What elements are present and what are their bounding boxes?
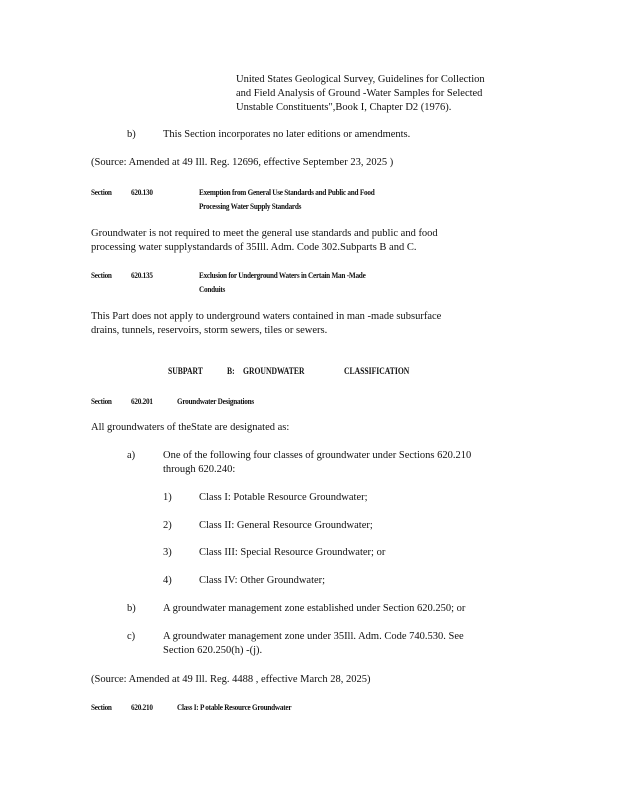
sec-130-title-2: Processing Water Supply Standards (199, 201, 302, 211)
subpart-word-2: CLASSIFICATION (344, 366, 410, 376)
item-b-top-marker: b) (127, 129, 136, 140)
sec-135-title-1: Exclusion for Underground Waters in Certain Man -Made (199, 270, 366, 280)
item-c-line-1: A groundwater management zone under 35Ill. Adm. Code 740.530. See (163, 631, 464, 642)
item-a-line-2: through 620.240: (163, 464, 236, 475)
source-note-1: (Source: Amended at 49 Ill. Reg. 12696, effective September 23, 2025 ) (91, 157, 394, 168)
citation-line-3: Unstable Constituents",Book I, Chapter D2 (1976). (236, 102, 452, 113)
item-c-marker: c) (127, 631, 136, 642)
item-c-line-2: Section 620.250(h) -(j). (163, 645, 263, 656)
class-4-marker: 4) (163, 575, 172, 586)
item-b-top-text: This Section incorporates no later editions or amendments. (163, 129, 411, 140)
sec-201-title: Groundwater Designations (177, 396, 254, 406)
sec-210-label: Section (91, 702, 112, 712)
class-1-text: Class I: Potable Resource Groundwater; (199, 492, 368, 503)
para-130-line-2: processing water supplystandards of 35Ill. Adm. Code 302.Subparts B and C. (91, 242, 417, 253)
class-1-marker: 1) (163, 492, 172, 503)
citation-line-2: and Field Analysis of Ground -Water Samples for Selected (236, 88, 483, 99)
para-135-line-1: This Part does not apply to underground waters contained in man -made subsurface (91, 311, 442, 322)
item-b-text: A groundwater management zone established under Section 620.250; or (163, 603, 466, 614)
sec-135-title-2: Conduits (199, 284, 226, 294)
para-201: All groundwaters of theState are designated as: (91, 422, 290, 433)
sec-130-number: 620.130 (131, 187, 153, 197)
item-a-marker: a) (127, 450, 136, 461)
source-note-2: (Source: Amended at 49 Ill. Reg. 4488 , effective March 28, 2025) (91, 674, 371, 685)
class-2-marker: 2) (163, 520, 172, 531)
sec-135-number: 620.135 (131, 270, 153, 280)
class-3-text: Class III: Special Resource Groundwater; or (199, 547, 386, 558)
item-b-marker: b) (127, 603, 136, 614)
para-130-line-1: Groundwater is not required to meet the general use standards and public and food (91, 228, 438, 239)
sec-210-number: 620.210 (131, 702, 153, 712)
subpart-word-1: GROUNDWATER (243, 366, 305, 376)
sec-130-title-1: Exemption from General Use Standards and Public and Food (199, 187, 375, 197)
sec-201-label: Section (91, 396, 112, 406)
para-135-line-2: drains, tunnels, reservoirs, storm sewers, tiles or sewers. (91, 325, 328, 336)
subpart-label: SUBPART (168, 366, 203, 376)
citation-line-1: United States Geological Survey, Guidelines for Collection (236, 74, 485, 85)
subpart-letter: B: (227, 366, 235, 376)
class-2-text: Class II: General Resource Groundwater; (199, 520, 373, 531)
sec-130-label: Section (91, 187, 112, 197)
sec-210-title: Class I: P otable Resource Groundwater (177, 702, 292, 712)
class-4-text: Class IV: Other Groundwater; (199, 575, 326, 586)
sec-135-label: Section (91, 270, 112, 280)
class-3-marker: 3) (163, 547, 172, 558)
sec-201-number: 620.201 (131, 396, 153, 406)
item-a-line-1: One of the following four classes of groundwater under Sections 620.210 (163, 450, 472, 461)
